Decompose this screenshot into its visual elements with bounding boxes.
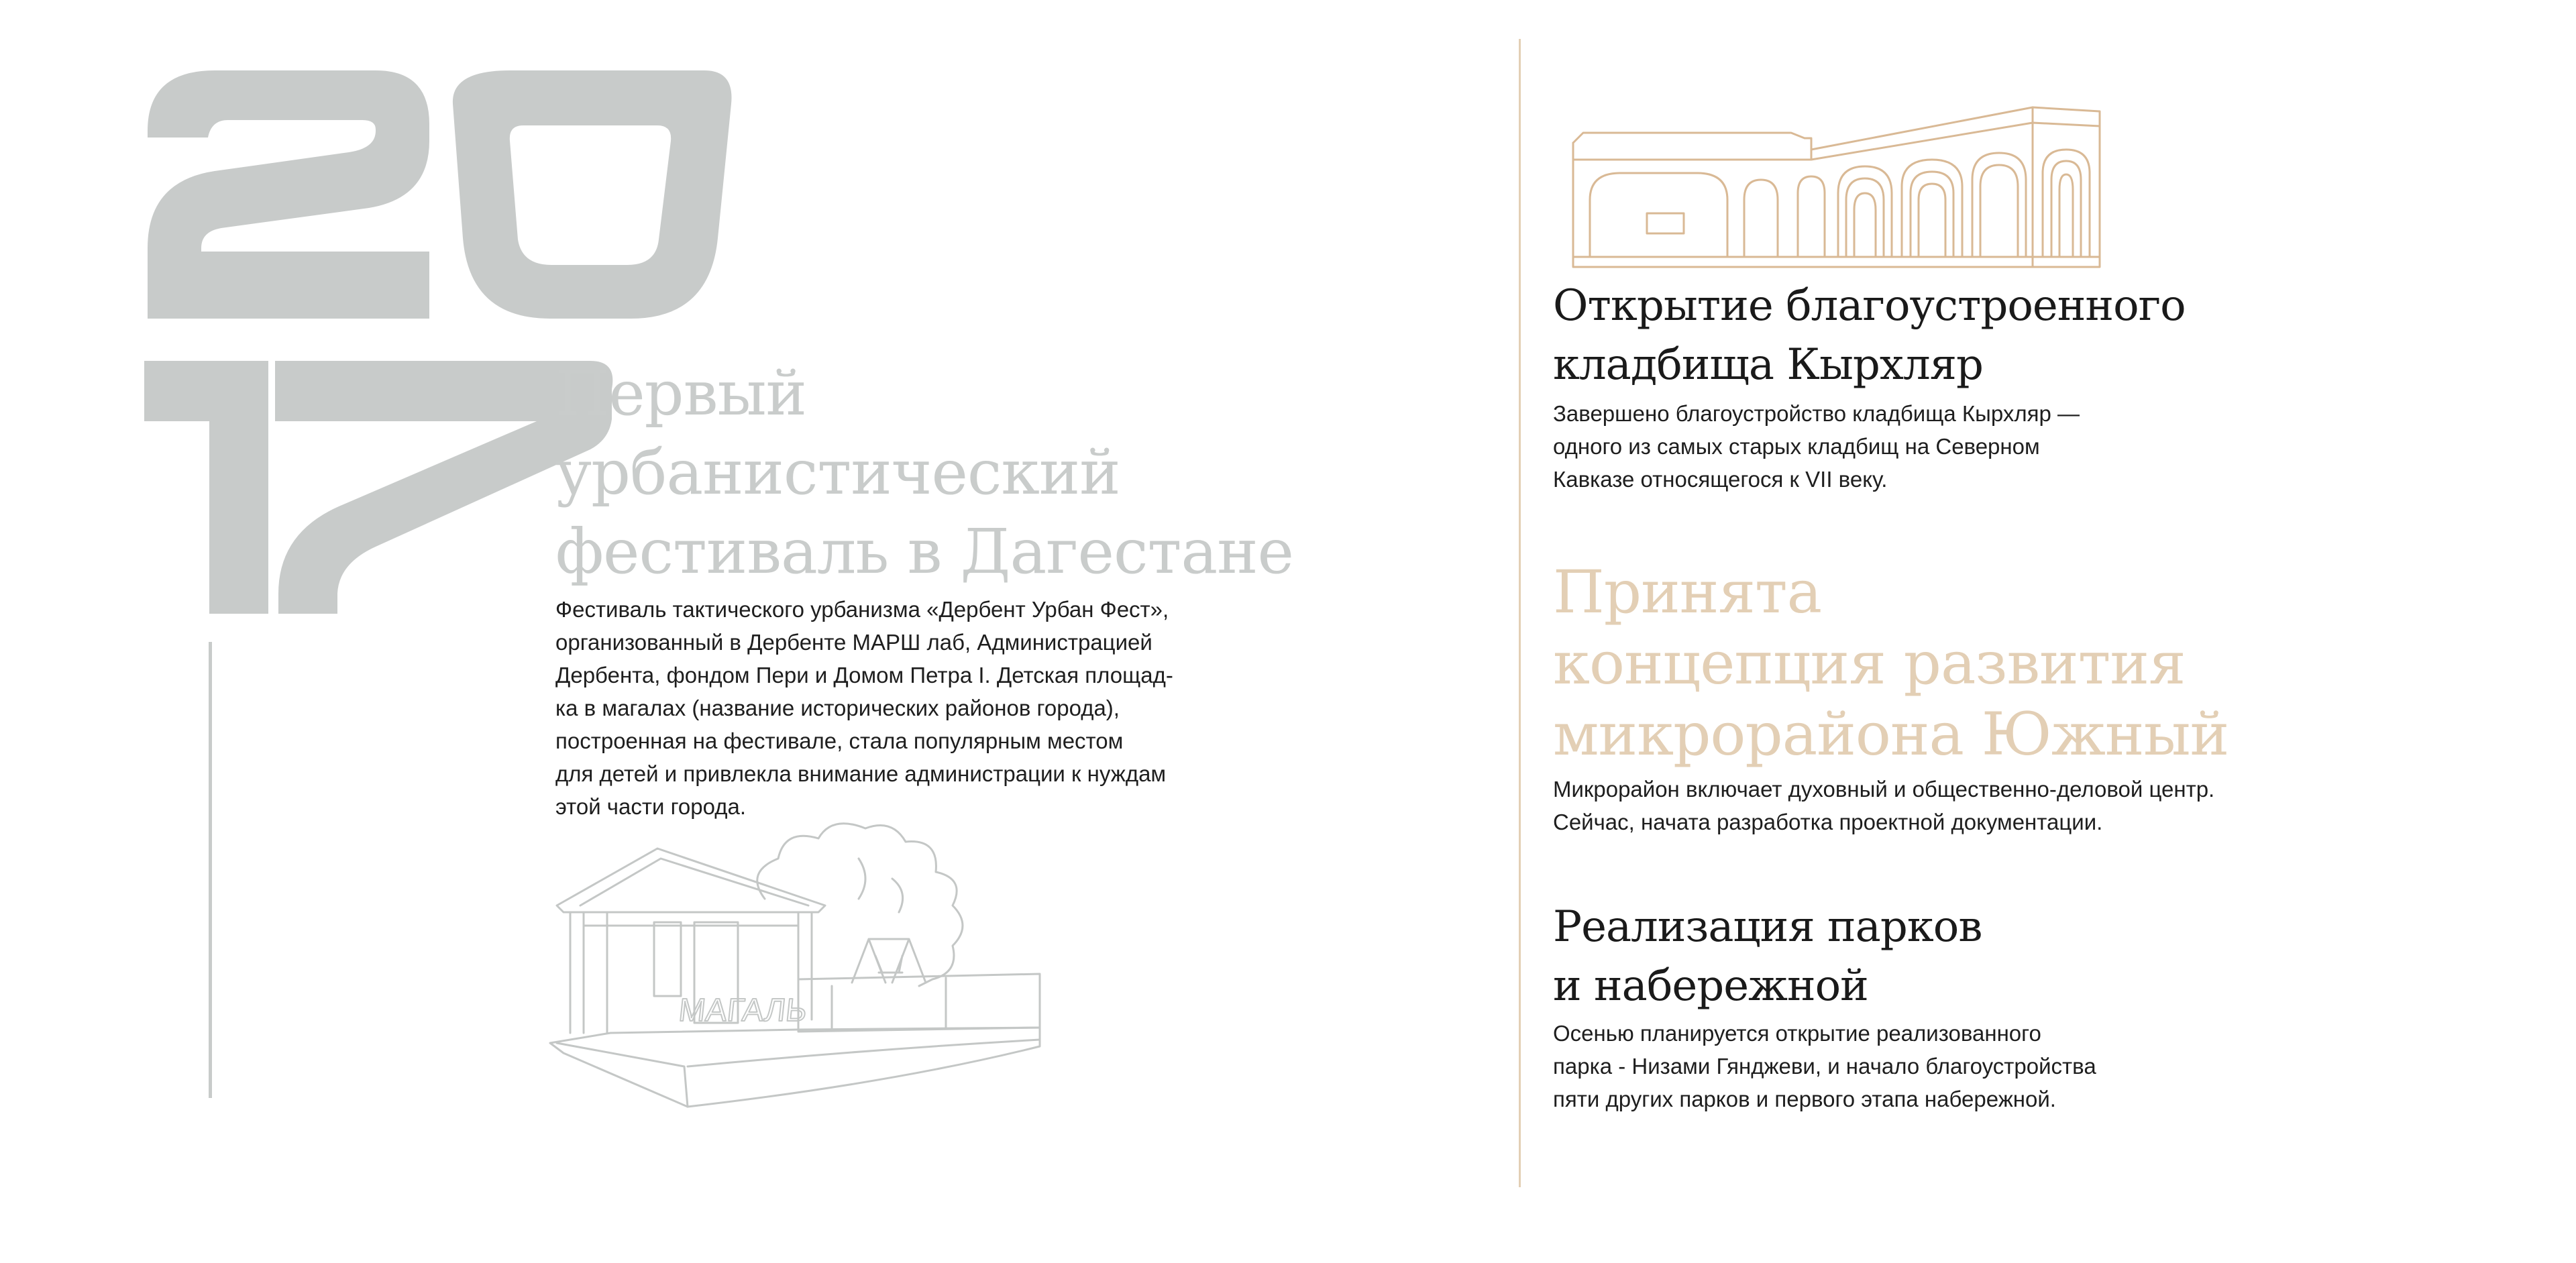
festival-text-line: построенная на фестивале, стала популярным местом (555, 728, 1124, 753)
event-text-line: Осенью планируется открытие реализованного (1553, 1021, 2041, 1046)
left-vertical-rule (209, 642, 212, 1098)
pavilion-sign: МАГАЛЬ (677, 992, 809, 1028)
event-title-concept (1553, 557, 2229, 770)
event-text-line: парка - Низами Гянджеви, и начало благоустройства (1553, 1054, 2096, 1079)
festival-title (555, 354, 1293, 592)
event-title-line: кладбища Кырхляр (1553, 340, 1983, 390)
festival-text-line: Дербента, фондом Пери и Домом Петра I. Детская площад- (555, 663, 1173, 688)
digit-0 (453, 70, 732, 319)
event-title-parks (1553, 897, 1982, 1015)
event-text-concept (1553, 773, 2214, 838)
festival-text-line: организованный в Дербенте МАРШ лаб, Администрацией (555, 630, 1152, 655)
festival-title-line: урбанистический (555, 437, 1120, 508)
festival-description (555, 593, 1226, 823)
event-text-cemetery (1553, 397, 2080, 496)
event-text-line: одного из самых старых кладбищ на Северном (1553, 434, 2040, 459)
festival-title-line: фестиваль в Дагестане (555, 516, 1293, 588)
festival-text-line: этой части города. (555, 794, 746, 819)
festival-text-line: для детей и привлекла внимание администрации к нуждам (555, 761, 1167, 786)
festival-text-line: Фестиваль тактического урбанизма «Дербент Урбан Фест», (555, 597, 1169, 622)
digit-1 (144, 361, 268, 614)
event-text-line: Сейчас, начата разработка проектной документации. (1553, 810, 2103, 834)
center-vertical-rule (1519, 39, 1521, 1187)
festival-text-line: ка в магалах (название исторических районов города), (555, 696, 1120, 720)
event-title-cemetery (1553, 276, 2186, 394)
event-title-line: Принята (1553, 557, 1822, 626)
event-text-line: пяти других парков и первого этапа набережной. (1553, 1087, 2056, 1111)
event-text-line: Завершено благоустройство кладбища Кырхляр — (1553, 401, 2080, 426)
festival-title-line: Первый (555, 358, 806, 429)
event-title-line: Открытие благоустроенного (1553, 281, 2186, 331)
event-title-line: Реализация парков (1553, 902, 1982, 952)
event-text-parks (1553, 1017, 2096, 1115)
event-text-line: Кавказе относящегося к VII веку. (1553, 467, 1888, 492)
event-title-line: концепция развития (1553, 628, 2186, 698)
digit-2 (148, 70, 429, 319)
cemetery-illustration (1570, 99, 2106, 274)
event-title-line: микрорайона Южный (1553, 700, 2229, 769)
event-text-line: Микрорайон включает духовный и общественно-деловой центр. (1553, 777, 2215, 802)
pavilion-illustration (543, 818, 1093, 1113)
event-title-line: и набережной (1553, 961, 1868, 1011)
